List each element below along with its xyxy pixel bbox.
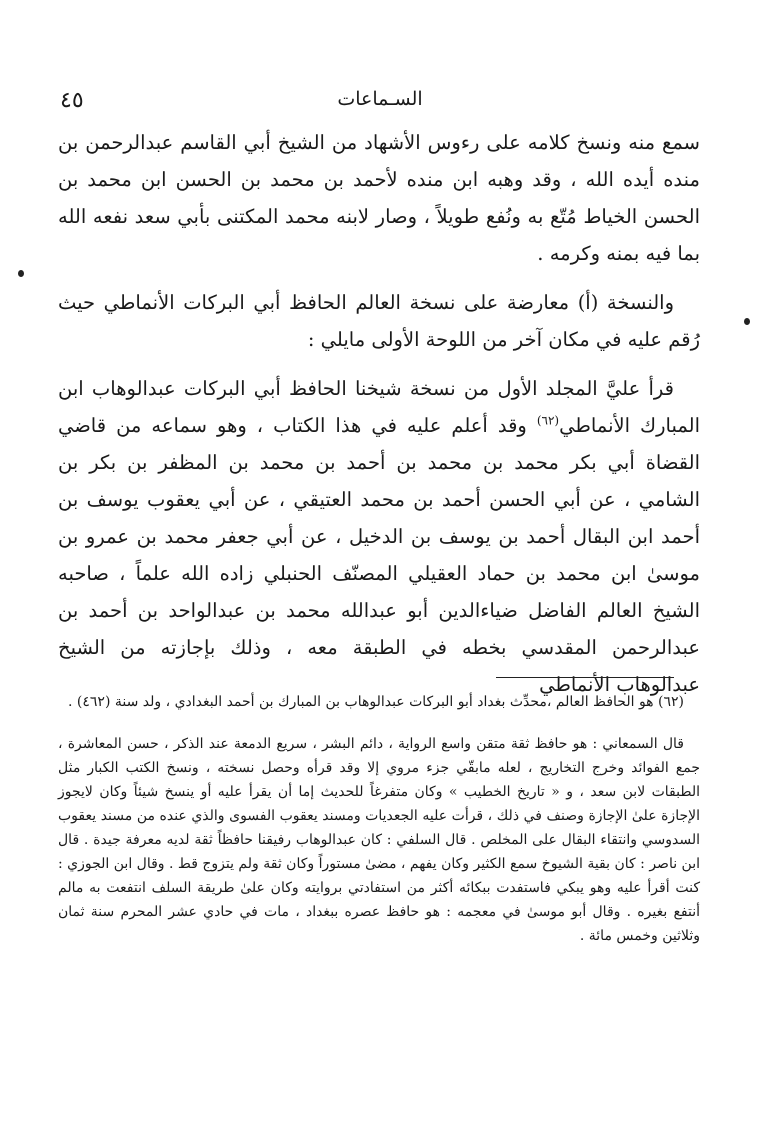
reading-record-text-end: وقد أعلم عليه في هذا الكتاب ، وهو سماعه من قاضي القضاة أبي بكر محمد بن محمد بن أحمد بن محمد بن المظفر بن بكر بن الشامي ، عن أبي الحسن أحمد بن محمد العتيقي ، عن أبي يعقوب يوسف بن أحمد ابن البقال أحمد بن يوسف بن الدخيل ، عن أبي جعفر محمد بن عمرو بن موسىٰ ابن محمد بن حماد العقيلي المصنّف الحنبلي زاده الله علماً ، صاحبه الشيخ العالم الفاضل ضياءالدين أبو عبدالله محمد بن عبدالواحد بن أحمد بن عبدالرحمن المقدسي بخطه في الطبقة معه ، وذلك بإجازته من الشيخ عبدالوهاب الأنماطي xyxy=(58,414,700,696)
footnote-separator xyxy=(496,677,674,678)
paragraph-manuscript-a: والنسخة (أ) معارضة على نسخة العالم الحافظ أبي البركات الأنماطي حيث رُقم عليه في مكان آخر من اللوحة الأولى مايلي : xyxy=(58,291,700,351)
footnote-reference: (٦٢) xyxy=(536,413,560,428)
main-text xyxy=(58,124,700,703)
page-number: ٤٥ xyxy=(60,88,84,113)
reading-record-text-start: قرأ عليَّ المجلد الأول من نسخة شيخنا الحافظ أبي البركات عبدالوهاب ابن المبارك الأنماطي xyxy=(58,377,700,437)
paragraph-reading-record xyxy=(58,370,700,703)
margin-dot-mark xyxy=(744,318,750,325)
margin-dot-mark xyxy=(18,270,24,277)
running-title: السـماعات xyxy=(337,88,423,110)
footnotes xyxy=(58,690,700,948)
page-header xyxy=(60,88,700,118)
paragraph-sama-record: سمع منه ونسخ كلامه على رءوس الأشهاد من الشيخ أبي القاسم عبدالرحمن بن منده أيده الله ، وقد وهبه ابن منده لأحمد بن محمد بن الحسن ابن محمد بن الحسن الخياط مُتّع به ونُفع طويلاً ، وصار لابنه محمد المكتنى بأبي سعد نفعه الله بما فيه بمنه وكرمه . xyxy=(58,131,700,265)
footnote-62: (٦٢) هو الحافظ العالم ،محدِّث بغداد أبو البركات عبدالوهاب بن المبارك بن أحمد البغدادي ، ولد سنة (٤٦٢) . xyxy=(68,694,684,710)
footnote-biography: قال السمعاني : هو حافظ ثقة متقن واسع الرواية ، دائم البشر ، سريع الدمعة عند الذكر ، حسن المعاشرة ، جمع الفوائد وخرج التخاريج ، لعله مابقّي جزء مروي إلا وقد قرأه وحصل نسخته ، ونسخ الكتب الكبار مثل الطبقات لابن سعد ، و « تاريخ الخطيب » وكان متفرغاً للحديث إما أن يقرأ عليه أو ينسخ شيئاً وكان لايجوز الإجازة علىٰ الإجازة وصنف في ذلك ، قرأت عليه الجعديات ومسند يعقوب الفسوى والذي عنده من مسند يعقوب السدوسي وانتقاء البقال على المخلص . قال السلفي : كان عبدالوهاب رفيقنا حافظاً ثقة لديه معرفة جيدة . قال ابن ناصر : كان بقية الشيوخ سمع الكثير وكان يفهم ، مضىٰ مستوراً وكان ثقة ولم يتزوج قط . وقال ابن الجوزي : كنت أقرأ عليه وهو يبكي فاستفدت ببكائه أكثر من استفادتي بروايته وكان علىٰ طريقة السلف انتفعت به مالم أنتفع بغيره . وقال أبو موسىٰ في معجمه : هو حافظ عصره ببغداد ، مات في حادي عشر المحرم سنة ثمان وثلاثين وخمس مائة . xyxy=(58,736,701,944)
